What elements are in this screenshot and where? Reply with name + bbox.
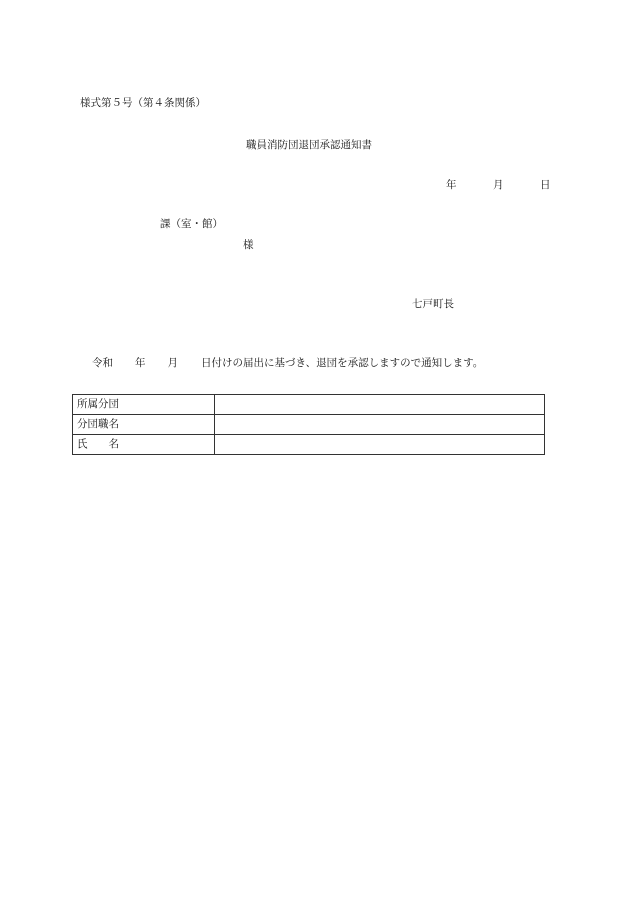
- body-year: 年: [135, 357, 146, 369]
- row-value-name: [215, 435, 545, 455]
- row-label-position: 分団職名: [73, 415, 215, 435]
- row-label-name: 氏 名: [73, 435, 215, 455]
- date-year-label: 年: [446, 179, 457, 191]
- date-month-label: 月: [493, 179, 504, 191]
- info-table: [72, 394, 545, 455]
- sender-name: 七戸町長: [412, 298, 454, 310]
- date-day-label: 日: [540, 179, 551, 191]
- table-row: [73, 415, 545, 435]
- body-month: 月: [167, 357, 178, 369]
- addressee-honorific: 様: [243, 239, 254, 251]
- document-title: 職員消防団退団承認通知書: [246, 139, 372, 151]
- body-era: 令和: [92, 357, 113, 369]
- row-value-affiliation: [215, 395, 545, 415]
- table-row: [73, 435, 545, 455]
- notice-body: [92, 358, 483, 369]
- row-value-position: [215, 415, 545, 435]
- body-text: 日付けの届出に基づき、退団を承認しますので通知します。: [201, 357, 484, 369]
- form-number: 様式第５号（第４条関係）: [80, 97, 206, 109]
- table-row: [73, 395, 545, 415]
- row-label-affiliation: 所属分団: [73, 395, 215, 415]
- addressee-department: 課（室・館）: [160, 218, 223, 230]
